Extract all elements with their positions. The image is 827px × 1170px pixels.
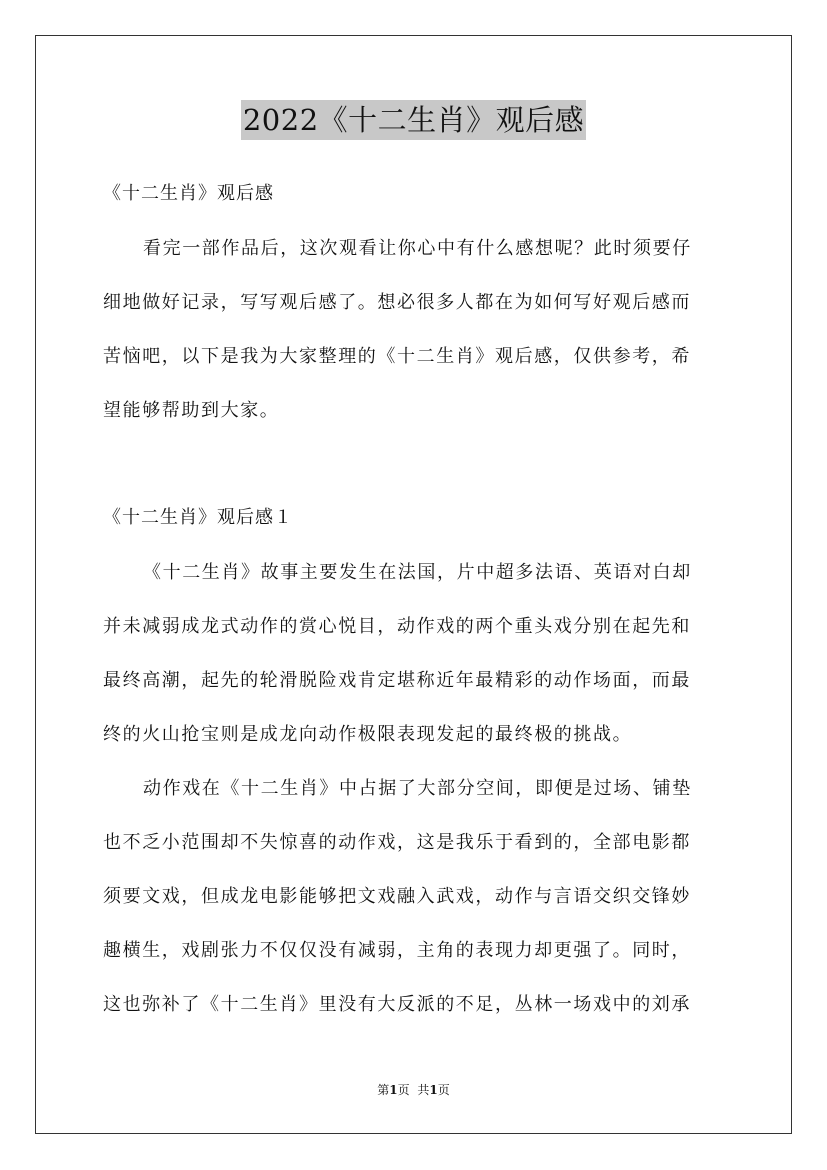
intro-paragraph	[103, 222, 725, 438]
footer-page-prefix: 第	[377, 1083, 390, 1097]
title-container	[0, 100, 827, 140]
page-footer	[0, 1082, 827, 1098]
paragraph-line: 须要文戏，但成龙电影能够把文戏融入武戏，动作与言语交织交锋妙	[103, 886, 691, 907]
paragraph-line: 《十二生肖》故事主要发生在法国，片中超多法语、英语对白却	[143, 562, 692, 583]
intro-line: 细地做好记录，写写观后感了。想必很多人都在为如何写好观后感而	[103, 292, 691, 313]
paragraph-line: 并未减弱成龙式动作的赏心悦目，动作戏的两个重头戏分别在起先和	[103, 616, 691, 637]
paragraph-line: 终的火山抢宝则是成龙向动作极限表现发起的最终极的挑战。	[103, 724, 633, 745]
paragraph-line: 最终高潮，起先的轮滑脱险戏肯定堪称近年最精彩的动作场面，而最	[103, 670, 691, 691]
paragraph-line: 动作戏在《十二生肖》中占据了大部分空间，即便是过场、铺垫	[143, 778, 692, 799]
paragraph-2	[103, 762, 725, 1032]
footer-total-suffix: 页	[437, 1083, 450, 1097]
section-heading: 《十二生肖》观后感１	[103, 507, 293, 528]
footer-page-suffix: 页	[397, 1083, 410, 1097]
paragraph-1	[103, 546, 725, 762]
footer-total-prefix: 共	[417, 1083, 430, 1097]
footer-page-number: 1	[389, 1083, 398, 1097]
intro-heading: 《十二生肖》观后感	[103, 183, 274, 204]
intro-line: 苦恼吧，以下是我为大家整理的《十二生肖》观后感，仅供参考，希	[103, 346, 691, 367]
intro-line: 望能够帮助到大家。	[103, 400, 280, 421]
footer-total-number: 1	[429, 1083, 438, 1097]
intro-line: 看完一部作品后，这次观看让你心中有什么感想呢？此时须要仔	[143, 238, 692, 259]
paragraph-line: 也不乏小范围却不失惊喜的动作戏，这是我乐于看到的，全部电影都	[103, 832, 691, 853]
document-title: 2022《十二生肖》观后感	[241, 100, 586, 140]
paragraph-line: 趣横生，戏剧张力不仅仅没有减弱，主角的表现力却更强了。同时，	[103, 940, 691, 961]
paragraph-line: 这也弥补了《十二生肖》里没有大反派的不足，丛林一场戏中的刘承	[103, 994, 691, 1015]
